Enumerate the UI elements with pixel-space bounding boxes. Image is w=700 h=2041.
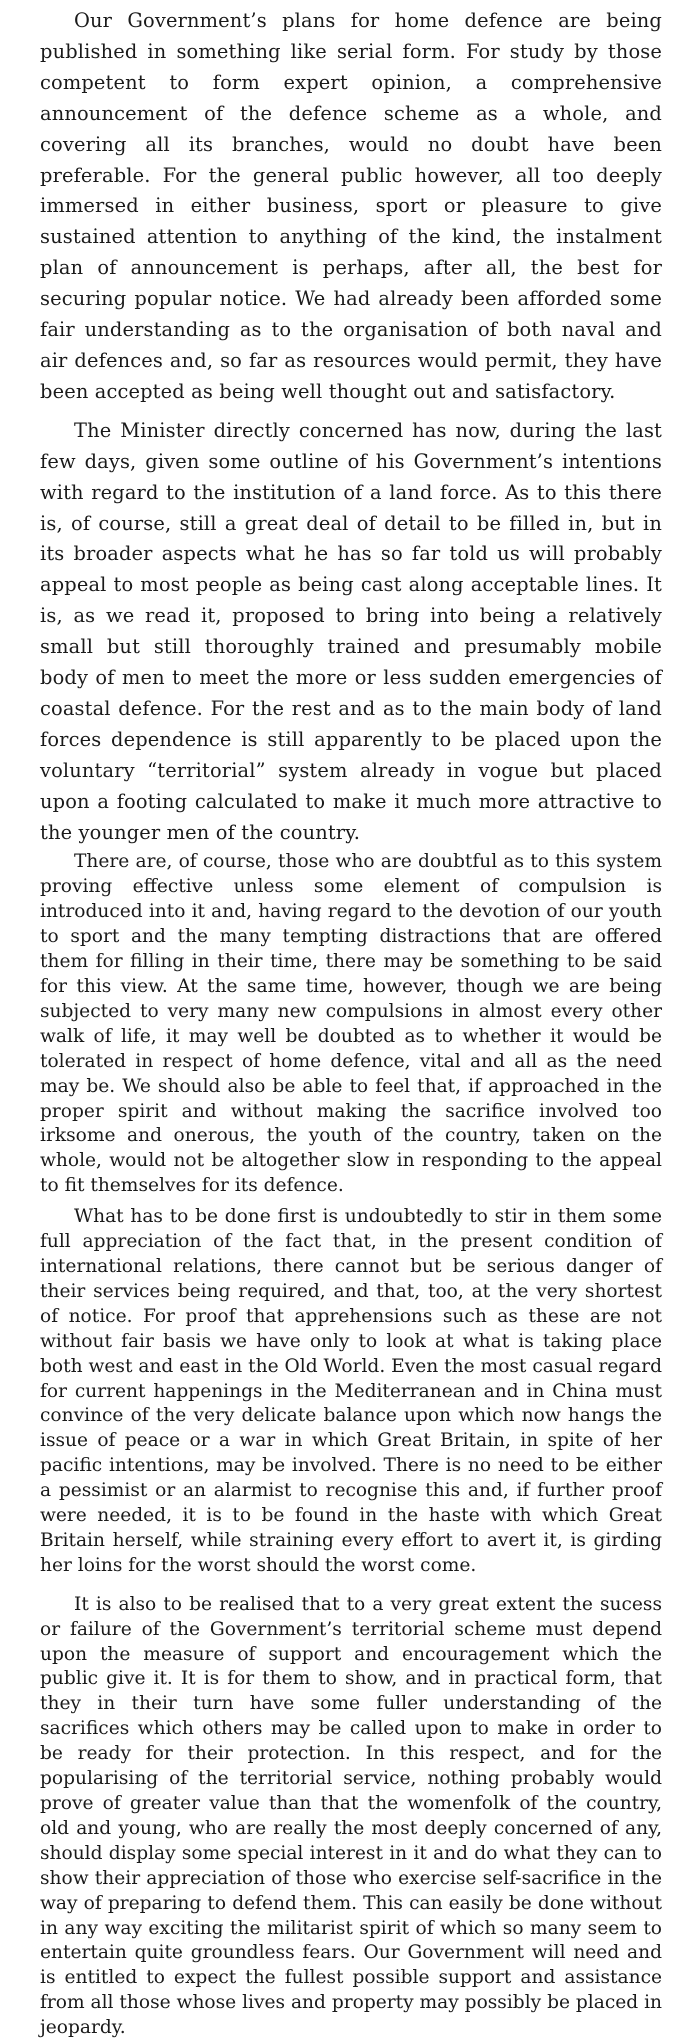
article-body [40, 6, 662, 2041]
paragraph-2: The Minister directly concerned has now, during the last few days, given some outline of his Government’s intentions with regard to the institution of a land force. As to this there is, of course, still a great deal of detail to be filled in, but in its broader aspects what he has so far told us will probably appeal to most people as being cast along acceptable lines. It is, as we read it, proposed to bring into being a relatively small but still thoroughly trained and presumably mobile body of men to meet the more or less sudden emergencies of coastal defence. For the rest and as to the main body of land forces dependence is still apparently to be placed upon the voluntary “territorial” system already in vogue but placed upon a footing calculated to make it much more attractive to the younger men of the country. [40, 418, 662, 844]
paragraph-1: Our Government’s plans for home defence are being published in something like serial form. For study by those competent to form expert opinion, a comprehensive announcement of the defence scheme as a whole, and covering all its branches, would no doubt have been preferable. For the general public however, all too deeply immersed in either business, sport or pleasure to give sustained attention to anything of the kind, the instalment plan of announcement is perhaps, after all, the best for securing popular notice. We had already been afforded some fair understanding as to the organisation of both naval and air defences and, so far as resources would permit, they have been accepted as being well thought out and satisfactory. [40, 9, 662, 403]
paragraph-4: What has to be done first is undoubtedly to stir in them some full appreciation of the fact that, in the present condition of international relations, there cannot but be serious danger of their services being required, and that, too, at the very shortest of notice. For proof that apprehensions such as these are not without fair basis we have only to look at what is taking place both west and east in the Old World. Even the most casual regard for current happenings in the Mediterranean and in China must convince of the very delicate balance upon which now hangs the issue of peace or a war in which Great Britain, in spite of her pacific intentions, may be involved. There is no need to be either a pessimist or an alarmist to recognise this and, if further proof were needed, it is to be found in the haste with which Great Britain herself, while straining every effort to avert it, is girding her loins for the worst should the worst come. [40, 1206, 662, 1576]
paragraph-3: There are, of course, those who are doubtful as to this system proving effective unless some element of compulsion is introduced into it and, having regard to the devotion of our youth to sport and the many tempting distractions that are offered them for filling in their time, there may be something to be said for this view. At the same time, however, though we are being subjected to very many new compulsions in almost every other walk of life, it may well be doubted as to whether it would be tolerated in respect of home defence, vital and all as the need may be. We should also be able to feel that, if approached in the proper spirit and without making the sacrifice involved too irksome and onerous, the youth of the country, taken on the whole, would not be altogether slow in responding to the appeal to fit themselves for its defence. [40, 851, 662, 1197]
paragraph-5: It is also to be realised that to a very great extent the sucess or failure of the Government’s territorial scheme must depend upon the measure of support and encouragement which the public give it. It is for them to show, and in practical form, that they in their turn have some fuller understanding of the sacrifices which others may be called upon to make in order to be ready for their protection. In this respect, and for the popularising of the territorial service, nothing probably would prove of greater value than that the womenfolk of the country, old and young, who are really the most deeply concerned of any, should display some special interest in it and do what they can to show their appreciation of those who exercise self-sacrifice in the way of preparing to defend them. This can easily be done without in any way exciting the militarist spirit of which so many seem to entertain quite groundless fears. Our Government will need and is entitled to expect the fullest possible support and assistance from all those whose lives and property may possibly be placed in jeopardy. [40, 1593, 662, 2039]
